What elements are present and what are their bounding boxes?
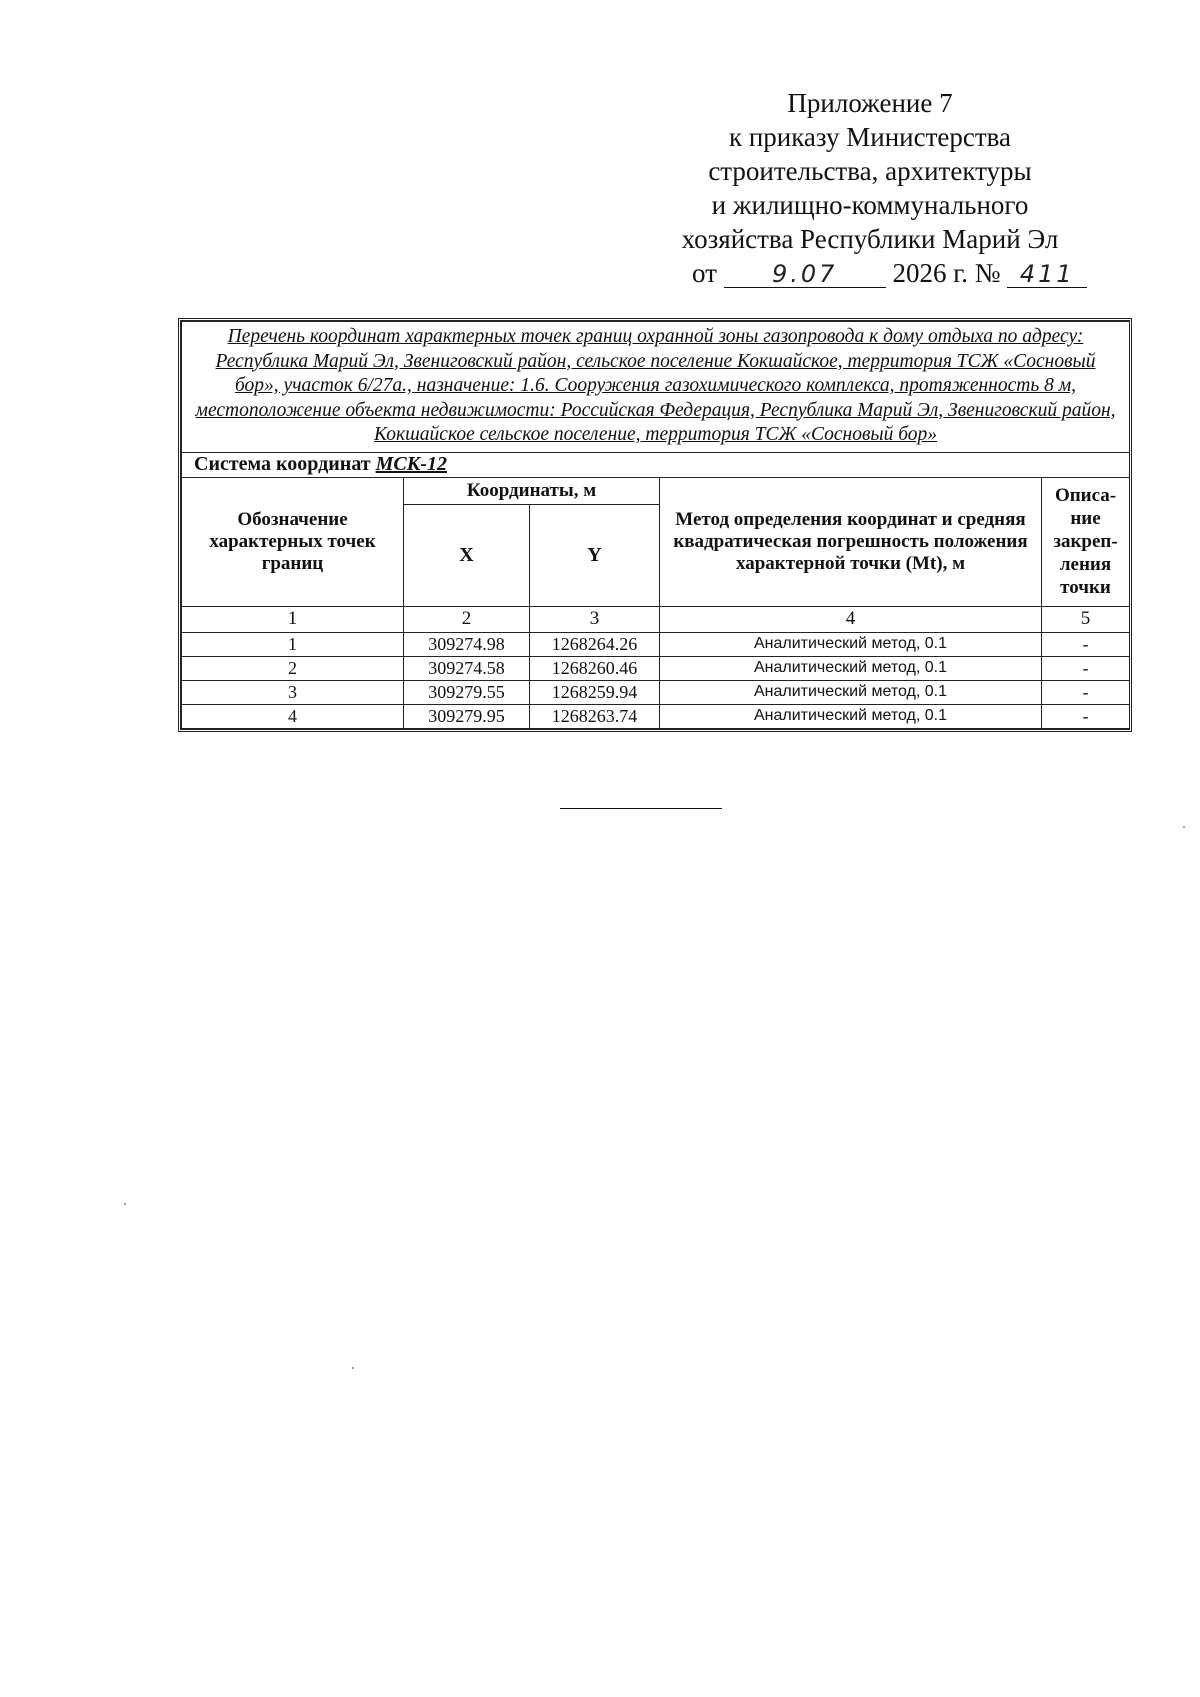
coord-x: 309279.55 bbox=[404, 680, 530, 704]
method: Аналитический метод, 0.1 bbox=[660, 632, 1042, 656]
point-description: - bbox=[1042, 704, 1130, 728]
column-number-row bbox=[182, 606, 1130, 632]
ministry-name-line-2: и жилищно-коммунального bbox=[711, 190, 1029, 220]
system-label: Система координат bbox=[194, 453, 376, 475]
coord-y: 1268260.46 bbox=[530, 656, 660, 680]
method: Аналитический метод, 0.1 bbox=[660, 704, 1042, 728]
order-date-line bbox=[640, 256, 1100, 290]
point-id: 4 bbox=[182, 704, 404, 728]
header-coordinates: Координаты, м bbox=[404, 477, 660, 504]
method: Аналитический метод, 0.1 bbox=[660, 656, 1042, 680]
point-description: - bbox=[1042, 680, 1130, 704]
column-number: 4 bbox=[660, 606, 1042, 632]
coordinates-table-frame bbox=[178, 318, 1132, 732]
ministry-name-line-1: строительства, архитектуры bbox=[708, 156, 1032, 186]
column-number: 1 bbox=[182, 606, 404, 632]
table-row bbox=[182, 680, 1130, 704]
order-year: 2026 г. № bbox=[892, 258, 1001, 288]
table-caption: Перечень координат характерных точек границ охранной зоны газопровода к дому отдыха по адресу: Республика Марий Эл, Звениговский район, сельское поселение Кокшайское, территория ТСЖ «Сосновый бор», участок 6/27а., назначение: 1.6. Сооружения газохимического комплекса, протяженность 8 м, местоположение объекта недвижимости: Российская Федерация, Республика Марий Эл, Звениговский район, Кокшайское сельское поселение, территория ТСЖ «Сосновый бор» bbox=[182, 322, 1130, 453]
table-row bbox=[182, 656, 1130, 680]
scan-speck bbox=[352, 1367, 354, 1369]
caption-row bbox=[182, 322, 1130, 453]
date-prefix: от bbox=[692, 258, 717, 288]
scan-speck bbox=[1183, 826, 1185, 828]
coordinate-system bbox=[182, 452, 1130, 477]
table-row bbox=[182, 704, 1130, 728]
point-description: - bbox=[1042, 632, 1130, 656]
closing-divider bbox=[560, 808, 722, 809]
order-date-field bbox=[724, 260, 886, 288]
ministry-name-line-3: хозяйства Республики Марий Эл bbox=[681, 224, 1059, 254]
column-number: 5 bbox=[1042, 606, 1130, 632]
coord-x: 309274.58 bbox=[404, 656, 530, 680]
scan-speck bbox=[124, 1203, 126, 1205]
column-number: 2 bbox=[404, 606, 530, 632]
coord-x: 309274.98 bbox=[404, 632, 530, 656]
system-row bbox=[182, 452, 1130, 477]
handwritten-date: 9.07 bbox=[771, 260, 838, 288]
point-id: 3 bbox=[182, 680, 404, 704]
point-id: 1 bbox=[182, 632, 404, 656]
header-point-description: Описа- ние закреп- ления точки bbox=[1042, 477, 1130, 606]
header-point-designation: Обозначение характерных точек границ bbox=[182, 477, 404, 606]
header-row-1 bbox=[182, 477, 1130, 504]
method: Аналитический метод, 0.1 bbox=[660, 680, 1042, 704]
system-name: МСК-12 bbox=[375, 453, 447, 475]
coord-x: 309279.95 bbox=[404, 704, 530, 728]
handwritten-number: 411 bbox=[1019, 260, 1075, 288]
coord-y: 1268263.74 bbox=[530, 704, 660, 728]
coordinates-table bbox=[181, 321, 1130, 729]
appendix-title: Приложение 7 bbox=[787, 88, 953, 118]
coord-y: 1268259.94 bbox=[530, 680, 660, 704]
column-number: 3 bbox=[530, 606, 660, 632]
order-reference: к приказу Министерства bbox=[728, 122, 1012, 152]
point-id: 2 bbox=[182, 656, 404, 680]
appendix-header bbox=[640, 86, 1100, 290]
header-x: X bbox=[404, 504, 530, 606]
table-row bbox=[182, 632, 1130, 656]
coord-y: 1268264.26 bbox=[530, 632, 660, 656]
point-description: - bbox=[1042, 656, 1130, 680]
header-method: Метод определения координат и средняя квадратическая погрешность положения характерной точки (Mt), м bbox=[660, 477, 1042, 606]
order-number-field bbox=[1007, 260, 1087, 288]
header-y: Y bbox=[530, 504, 660, 606]
